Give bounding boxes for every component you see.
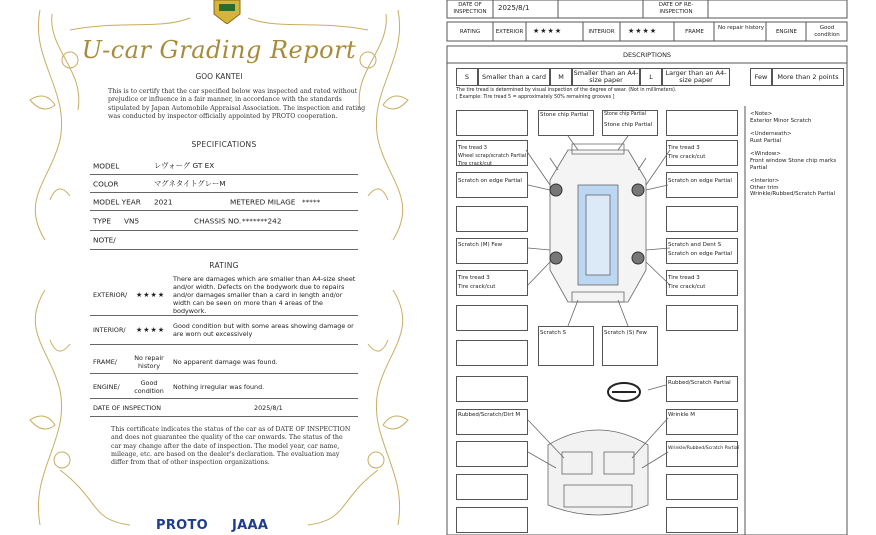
exterior-label: EXTERIOR/: [93, 290, 128, 299]
scratch-m-label: Scratch (M) Few: [458, 242, 503, 248]
tire-note: The tire tread is determined by visual inspection of the degree of wear. (Not in millimeters).: [456, 88, 677, 93]
report-interior-stars: ★★★★: [628, 27, 658, 35]
tire-example: [ Example: Tire tread 5 = approximately 50% remaining grooves ]: [456, 95, 615, 100]
frame-description: No apparent damage was found.: [173, 357, 278, 366]
notes-panel: <Note> Exterior Minor Scratch <Underneath> Rust Partial <Window> Front window Stone chip marks Partial <Interior> Other trim Wrinkle/Rubbed/Scratch Partial: [750, 111, 837, 198]
edge-right-label: Scratch on edge Partial: [668, 178, 732, 184]
type-row: [90, 211, 358, 231]
tire-front-right-label: Tire tread 3 Tire crack/cut: [668, 145, 706, 160]
type-label: TYPE: [93, 216, 111, 225]
report-engine-value: Good condition: [814, 25, 840, 38]
engine-value: Good condition: [134, 378, 164, 395]
report-title: U-car Grading Report: [81, 36, 357, 64]
rubbed-steering-label: Rubbed/Scratch Partial: [668, 380, 731, 386]
type-value: VN5: [124, 216, 140, 225]
stone-chip-label-top: Stone chip Partial: [604, 112, 647, 117]
tire-rear-right-label: Tire tread 3 Tire crack/cut: [668, 275, 706, 290]
exterior-row: [90, 274, 358, 316]
legend-m-text: Smaller than an A4-size paper: [573, 69, 639, 84]
exterior-description: There are damages which are smaller than A4-size sheet and/or width. Defects on the bodywork due to repairs and/or damages smaller than a card in length and/or width can be seen on more than 4 areas of the bodywork.: [173, 274, 356, 315]
report-subtitle: GOO KANTEI: [195, 72, 243, 81]
interior-label: INTERIOR/: [93, 326, 126, 334]
rubbed-dirt-label: Rubbed/Scratch/Dirt M: [458, 412, 521, 418]
interior-stars: ★★★★: [136, 326, 166, 334]
frame-label: FRAME/: [93, 357, 117, 366]
inspection-date-row: [90, 399, 358, 417]
chassis-value: *******242: [242, 216, 282, 225]
model-label: MODEL: [93, 161, 120, 170]
exterior-stars: ★★★★: [136, 290, 166, 299]
frame-row: [90, 350, 358, 374]
note-row: [90, 231, 358, 250]
report-rating-label: RATING: [459, 29, 481, 35]
engine-row: [90, 375, 358, 399]
disclaimer-text: This certificate indicates the status of the car as of DATE OF INSPECTION and does not guarantee the quality of the car onwards. The status of the car may change after the date of inspection. The model year, car name, mileage, etc. are based on the dealer's declaration. The evaluation may differ from that of other inspection organizations.: [111, 426, 351, 467]
chassis-label: CHASSIS NO.: [194, 216, 242, 225]
report-exterior-label: EXTERIOR: [495, 29, 524, 35]
report-date-value: 2025/8/1: [498, 4, 530, 12]
wrinkle-rubbed-label: Wrinkle/Rubbed/Scratch Partial: [668, 446, 740, 451]
report-frame-value: No repair history: [717, 25, 765, 31]
model-value: レヴォーグ GT EX: [154, 160, 215, 170]
legend-s-code: S: [456, 68, 478, 86]
legend-few-code: Few: [750, 68, 772, 86]
inspection-report: [438, 0, 876, 535]
frame-value: No repair history: [134, 353, 164, 370]
specifications-heading: SPECIFICATIONS: [191, 140, 257, 149]
car-diagram: [438, 0, 876, 535]
legend-m-code: M: [550, 68, 572, 86]
edge-left-label: Scratch on edge Partial: [458, 178, 522, 184]
stone-chip-label-1: Stone chip Partial: [540, 112, 589, 118]
report-engine-label: ENGINE: [775, 29, 798, 35]
color-label: COLOR: [93, 179, 119, 188]
engine-description: Nothing irregular was found.: [173, 382, 265, 391]
color-value: マグネタイトグレーM: [154, 178, 226, 188]
mileage-value: *****: [302, 197, 321, 206]
legend-few-text: More than 2 points: [772, 68, 844, 86]
legend-l-text: Larger than an A4-size paper: [662, 68, 730, 86]
proto-logo: PROTO: [156, 518, 209, 533]
year-row: [90, 193, 358, 211]
inspection-date-value: 2025/8/1: [254, 403, 283, 412]
steering-wheel-icon: [608, 383, 640, 401]
color-row: [90, 175, 358, 193]
rating-heading: RATING: [209, 261, 239, 270]
footer-logos: [156, 518, 268, 533]
scratch-s-few-label: Scratch (S) Few: [604, 330, 647, 336]
descriptions-heading: DESCRIPTIONS: [622, 51, 672, 59]
report-frame-label: FRAME: [685, 29, 704, 35]
model-row: [90, 157, 358, 175]
interior-row: [90, 316, 358, 345]
jaaa-logo: JAAA: [232, 518, 269, 533]
interior-description: Good condition but with some areas showing damage or are worn out excessively: [173, 322, 354, 338]
legend-s-text: Smaller than a card: [478, 68, 550, 86]
report-interior-label: INTERIOR: [588, 29, 615, 35]
shield-badge-icon: [212, 0, 242, 24]
note-label: NOTE/: [93, 235, 116, 245]
scratch-s-label: Scratch S: [540, 330, 567, 336]
report-exterior-stars: ★★★★: [533, 27, 563, 35]
report-date-label: DATE OF INSPECTION: [453, 2, 487, 15]
reinspection-label: DATE OF RE-INSPECTION: [658, 2, 694, 15]
inspection-date-label: DATE OF INSPECTION: [93, 403, 162, 412]
mileage-label: METERED MILAGE: [230, 197, 296, 206]
year-label: MODEL YEAR: [93, 197, 141, 206]
tire-front-left-label: Tire tread 3 Wheel scrap/scratch Partial Tire crack/cut: [458, 145, 527, 167]
stone-chip-label-2: Stone chip Partial: [604, 122, 653, 128]
certification-text: This is to certify that the car specified below was inspected and rated without prejudice or influence in a fair manner, in accordance with the standards stipulated by Japan Automobile Appraisal Association. The inspection and rating was conducted by inspector officially appointed by PROTO cooperation.: [108, 88, 366, 120]
engine-label: ENGINE/: [93, 382, 120, 391]
wrinkle-label: Wrinkle M: [668, 412, 696, 418]
year-value: 2021: [154, 197, 173, 206]
dent-right-label: Scratch and Dent S Scratch on edge Partial: [668, 242, 732, 257]
tire-rear-left-label: Tire tread 3 Tire crack/cut: [458, 275, 496, 290]
legend-l-code: L: [640, 68, 662, 86]
